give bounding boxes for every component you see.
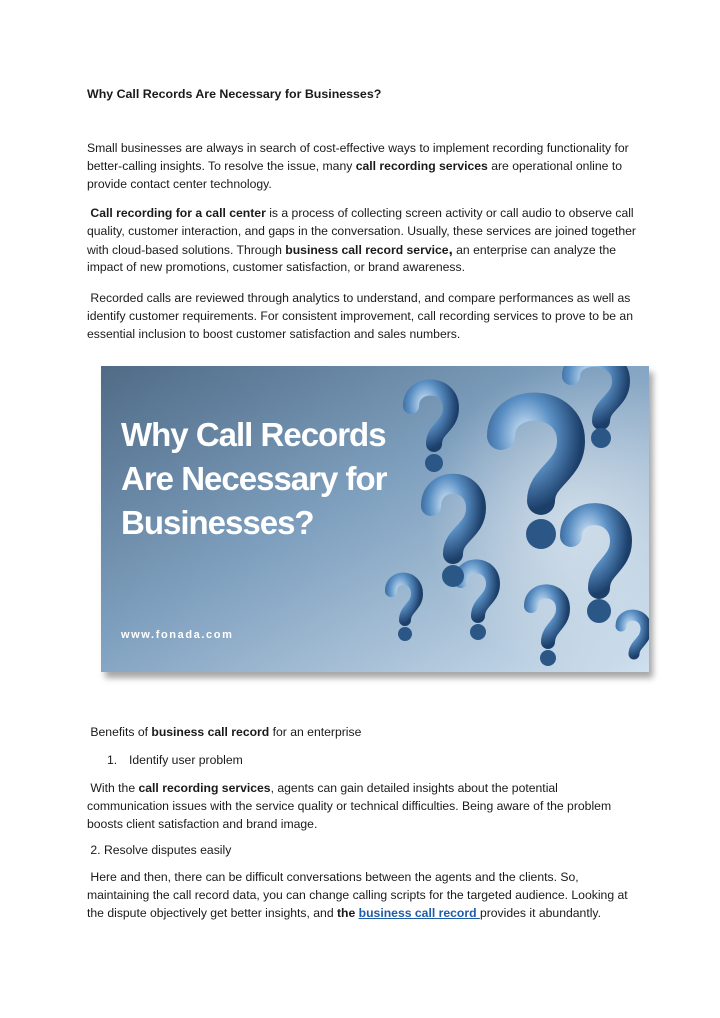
paragraph-analytics [87,290,642,343]
bold-keyword: business call record service [285,242,449,257]
banner-website-url: www.fonada.com [121,629,234,641]
banner-image [101,366,649,672]
bold-keyword: Call recording for a call center [90,206,266,220]
bold-comma: , [448,240,453,258]
banner-headline-line2: Are Necessary for [121,460,387,497]
text-span: provides it abundantly. [479,905,601,920]
list-number: 1. [107,753,118,767]
page-title: Why Call Records Are Necessary for Businesses? [87,87,382,101]
banner-headline-line3: Businesses? [121,504,314,541]
paragraph-call-recording [87,205,642,277]
text-span: Benefits of [90,725,152,739]
bold-keyword: the [337,905,356,920]
paragraph-intro [87,140,642,193]
list-text: 2. Resolve disputes easily [90,843,232,857]
list-text: Identify user problem [129,753,243,767]
bold-keyword: business call record [151,725,270,739]
bold-keyword: call recording services [138,781,271,795]
text-span: Here and then, there can be difficult conversations between the agents and the clients. So, maintaining the call record data, you can change calling scripts for the targeted audience. Looking at the dispute objectively get better insights, and [87,870,628,920]
list-item-resolve-disputes [87,842,642,860]
text-span: is a process of collecting screen activity or call audio to observe call quality, customer interaction, and gaps in the conversation. Usually, these services are joined together with cloud-based solutions. Through [87,206,636,257]
text-span: for an enterprise [269,725,362,739]
business-call-record-link[interactable]: business call record [358,905,480,920]
text-span: With the [90,781,139,795]
paragraph-benefits-heading [87,724,642,742]
text-span: are operational online to provide contact center technology. [87,158,622,191]
text-span: Recorded calls are reviewed through analytics to understand, and compare performances as well as identify customer requirements. For consistent improvement, call recording services to prove to be an essential inclusion to boost customer satisfaction and sales numbers. [87,291,633,341]
bold-keyword: call recording services [355,158,488,173]
banner-headline-line1: Why Call Records [121,416,386,453]
paragraph-disputes [87,869,642,922]
paragraph-insights [87,780,642,833]
text-span: Small businesses are always in search of cost-effective ways to implement recording functionality for better-calling insights. To resolve the issue, many [87,141,629,173]
banner-graphic [101,366,649,672]
text-span: , agents can gain detailed insights about the potential communication issues with the service quality or technical difficulties. Being aware of the problem boosts client satisfaction and brand image. [87,781,612,831]
text-span: an enterprise can analyze the impact of new promotions, customer satisfaction, or brand awareness. [87,242,617,275]
list-item-identify-problem [107,752,243,770]
